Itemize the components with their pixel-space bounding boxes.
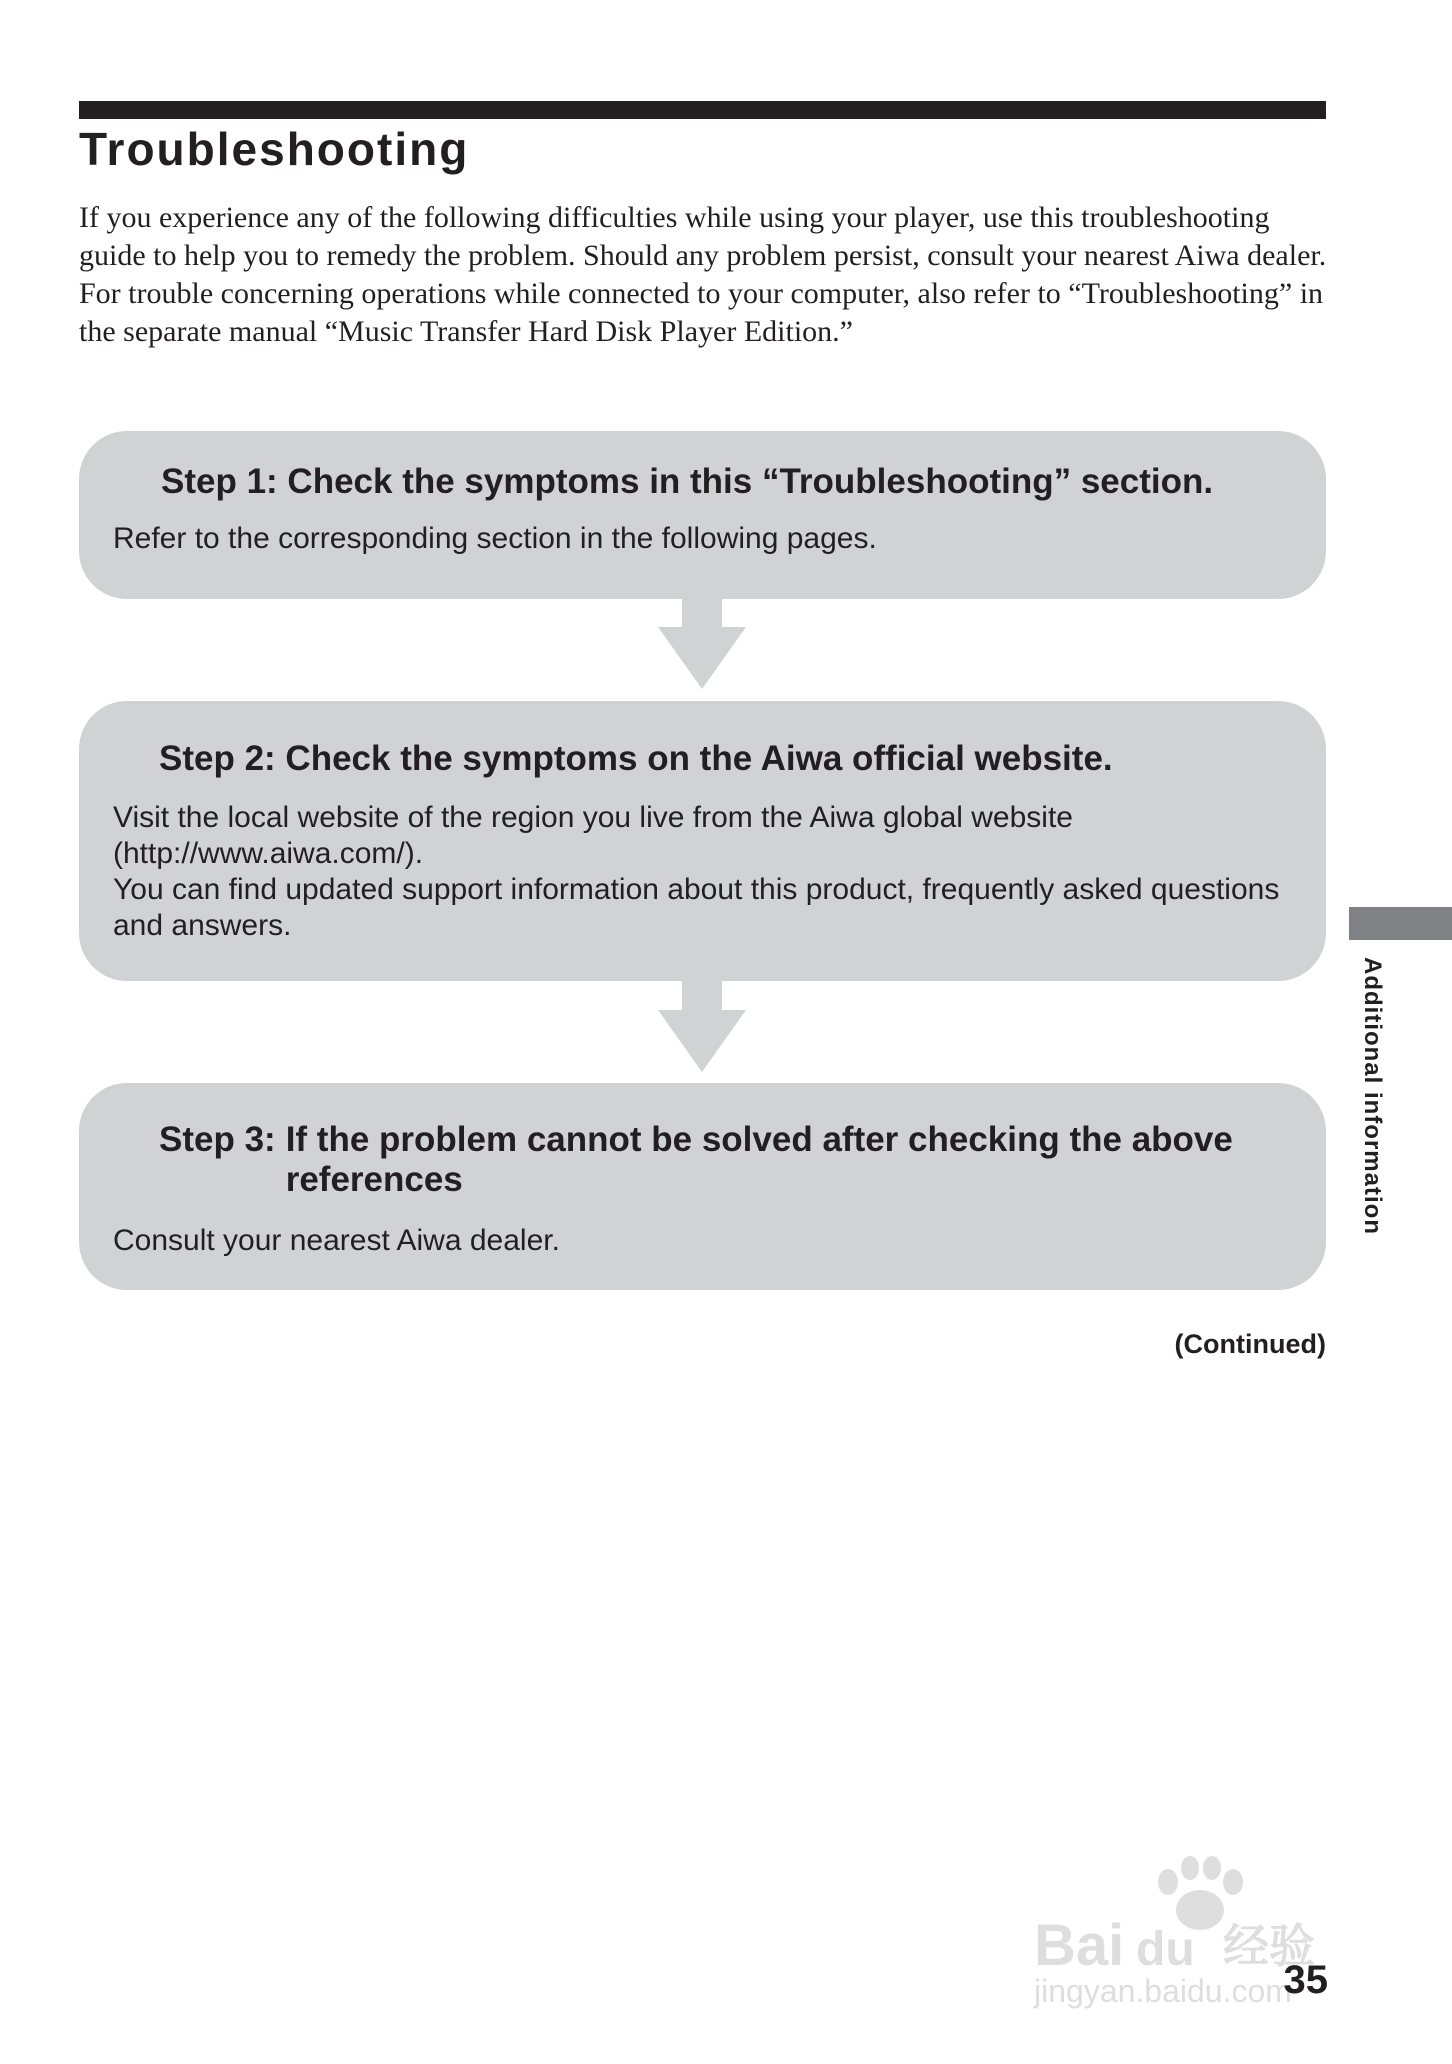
step-3-heading: If the problem cannot be solved after checking the above references xyxy=(285,1120,1233,1199)
svg-text:jingyan.baidu.com: jingyan.baidu.com xyxy=(1034,1973,1292,2009)
step-2-text: You can find updated support information about this product, frequently asked questions and answers. xyxy=(113,873,1280,942)
down-arrow-icon xyxy=(658,599,746,689)
svg-text:du: du xyxy=(1136,1923,1195,1976)
intro-text xyxy=(79,199,1329,351)
step-3-title xyxy=(159,1120,1299,1200)
step-3-body xyxy=(113,1223,560,1259)
step-2-box xyxy=(79,701,1326,981)
step-2-text: Visit the local website of the region you live from the Aiwa global website (http://www.aiwa.com/). xyxy=(113,801,1073,870)
continued-note: (Continued) xyxy=(1174,1329,1326,1359)
step-1-text: Refer to the corresponding section in the following pages. xyxy=(113,522,877,555)
step-2-body xyxy=(113,800,1283,944)
section-tab-label: Additional information xyxy=(1359,957,1386,1235)
svg-text:经验: 经验 xyxy=(1223,1919,1315,1973)
step-2-title: Step 2: Check the symptoms on the Aiwa official website. xyxy=(159,739,1113,778)
page-title: Troubleshooting xyxy=(79,123,470,175)
svg-text:Bai: Bai xyxy=(1034,1913,1125,1978)
page-number: 35 xyxy=(1283,1958,1328,2002)
step-1-box xyxy=(79,431,1326,599)
step-1-title: Step 1: Check the symptoms in this “Troubleshooting” section. xyxy=(161,462,1214,501)
step-3-label: Step 3: xyxy=(159,1120,276,1159)
intro-paragraph: For trouble concerning operations while connected to your computer, also refer to “Troubleshooting” in the separate manual “Music Transfer Hard Disk Player Edition.” xyxy=(79,277,1324,348)
step-1-body xyxy=(113,521,877,557)
intro-paragraph: If you experience any of the following difficulties while using your player, use this troubleshooting guide to help you to remedy the problem. Should any problem persist, consult your nearest Aiwa dealer. xyxy=(79,201,1327,272)
top-rule xyxy=(79,101,1326,119)
down-arrow-icon xyxy=(658,981,746,1072)
section-tab xyxy=(1349,907,1452,940)
step-3-text: Consult your nearest Aiwa dealer. xyxy=(113,1224,560,1257)
step-3-box xyxy=(79,1083,1326,1290)
